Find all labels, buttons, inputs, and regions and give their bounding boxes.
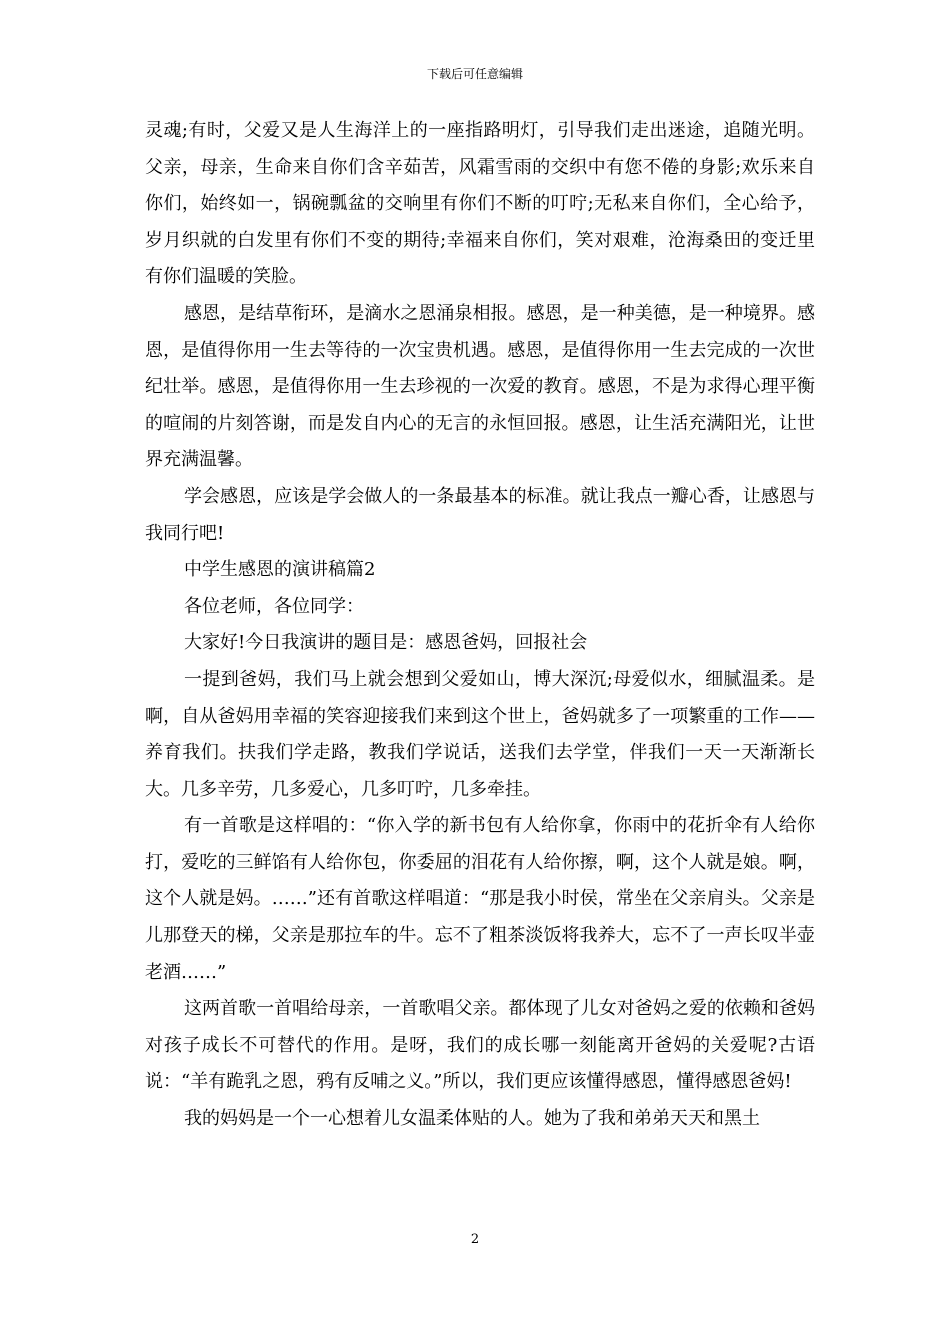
paragraph: 我的妈妈是一个一心想着儿女温柔体贴的人。她为了我和弟弟天天和黑土 [184, 1108, 760, 1130]
page-number: 2 [470, 1232, 480, 1247]
paragraph: 学会感恩，应该是学会做人的一条最基本的标准。就让我点一瓣心香，让感恩与我同行吧! [145, 485, 815, 544]
page-header: 下载后可任意编辑 [426, 67, 523, 81]
paragraph: 感恩，是结草衔环，是滴水之恩涌泉相报。感恩，是一种美德，是一种境界。感恩，是值得你用一生去等待的一次宝贵机遇。感恩，是值得你用一生去完成的一次世纪壮举。感恩，是值得你用一生去珍视的一次爱的教育。感恩，不是为求得心理平衡的喧闹的片刻答谢，而是发自内心的无言的永恒回报。感恩，让生活充满阳光，让世界充满温馨。 [145, 302, 815, 471]
paragraph: 一提到爸妈，我们马上就会想到父爱如山，博大深沉;母爱似水，细腻温柔。是啊，自从爸妈用幸福的笑容迎接我们来到这个世上，爸妈就多了一项繁重的工作——养育我们。扶我们学走路，教我们学说话，送我们去学堂，伴我们一天一天渐渐长大。几多辛劳，几多爱心，几多叮咛，几多牵挂。 [145, 668, 815, 800]
salutation: 各位老师，各位同学： [184, 595, 364, 617]
paragraph: 有一首歌是这样唱的：“你入学的新书包有人给你拿，你雨中的花折伞有人给你打，爱吃的三鲜馅有人给你包，你委屈的泪花有人给你擦，啊，这个人就是娘。啊，这个人就是妈。……”还有首歌这样唱道：“那是我小时侯，常坐在父亲肩头。父亲是儿那登天的梯，父亲是那拉车的牛。忘不了粗茶淡饭将我养大，忘不了一声长叹半壶老酒……” [145, 815, 815, 983]
document-body [145, 113, 815, 1138]
section-heading: 中学生感恩的演讲稿篇2 [184, 559, 376, 581]
paragraph: 这两首歌一首唱给母亲，一首歌唱父亲。都体现了儿女对爸妈之爱的依赖和爸妈对孩子成长不可替代的作用。是呀，我们的成长哪一刻能离开爸妈的关爱呢?古语说：“羊有跪乳之恩，鸦有反哺之义。”所以，我们更应该懂得感恩，懂得感恩爸妈! [145, 998, 815, 1093]
paragraph: 灵魂;有时，父爱又是人生海洋上的一座指路明灯，引导我们走出迷途，追随光明。父亲，母亲，生命来自你们含辛茹苦，风霜雪雨的交织中有您不倦的身影;欢乐来自你们，始终如一，锅碗瓢盆的交响里有你们不断的叮咛;无私来自你们，全心给予，岁月织就的白发里有你们不变的期待;幸福来自你们，笑对艰难，沧海桑田的变迁里有你们温暖的笑脸。 [145, 120, 815, 288]
paragraph: 大家好!今日我演讲的题目是：感恩爸妈，回报社会 [184, 632, 588, 654]
